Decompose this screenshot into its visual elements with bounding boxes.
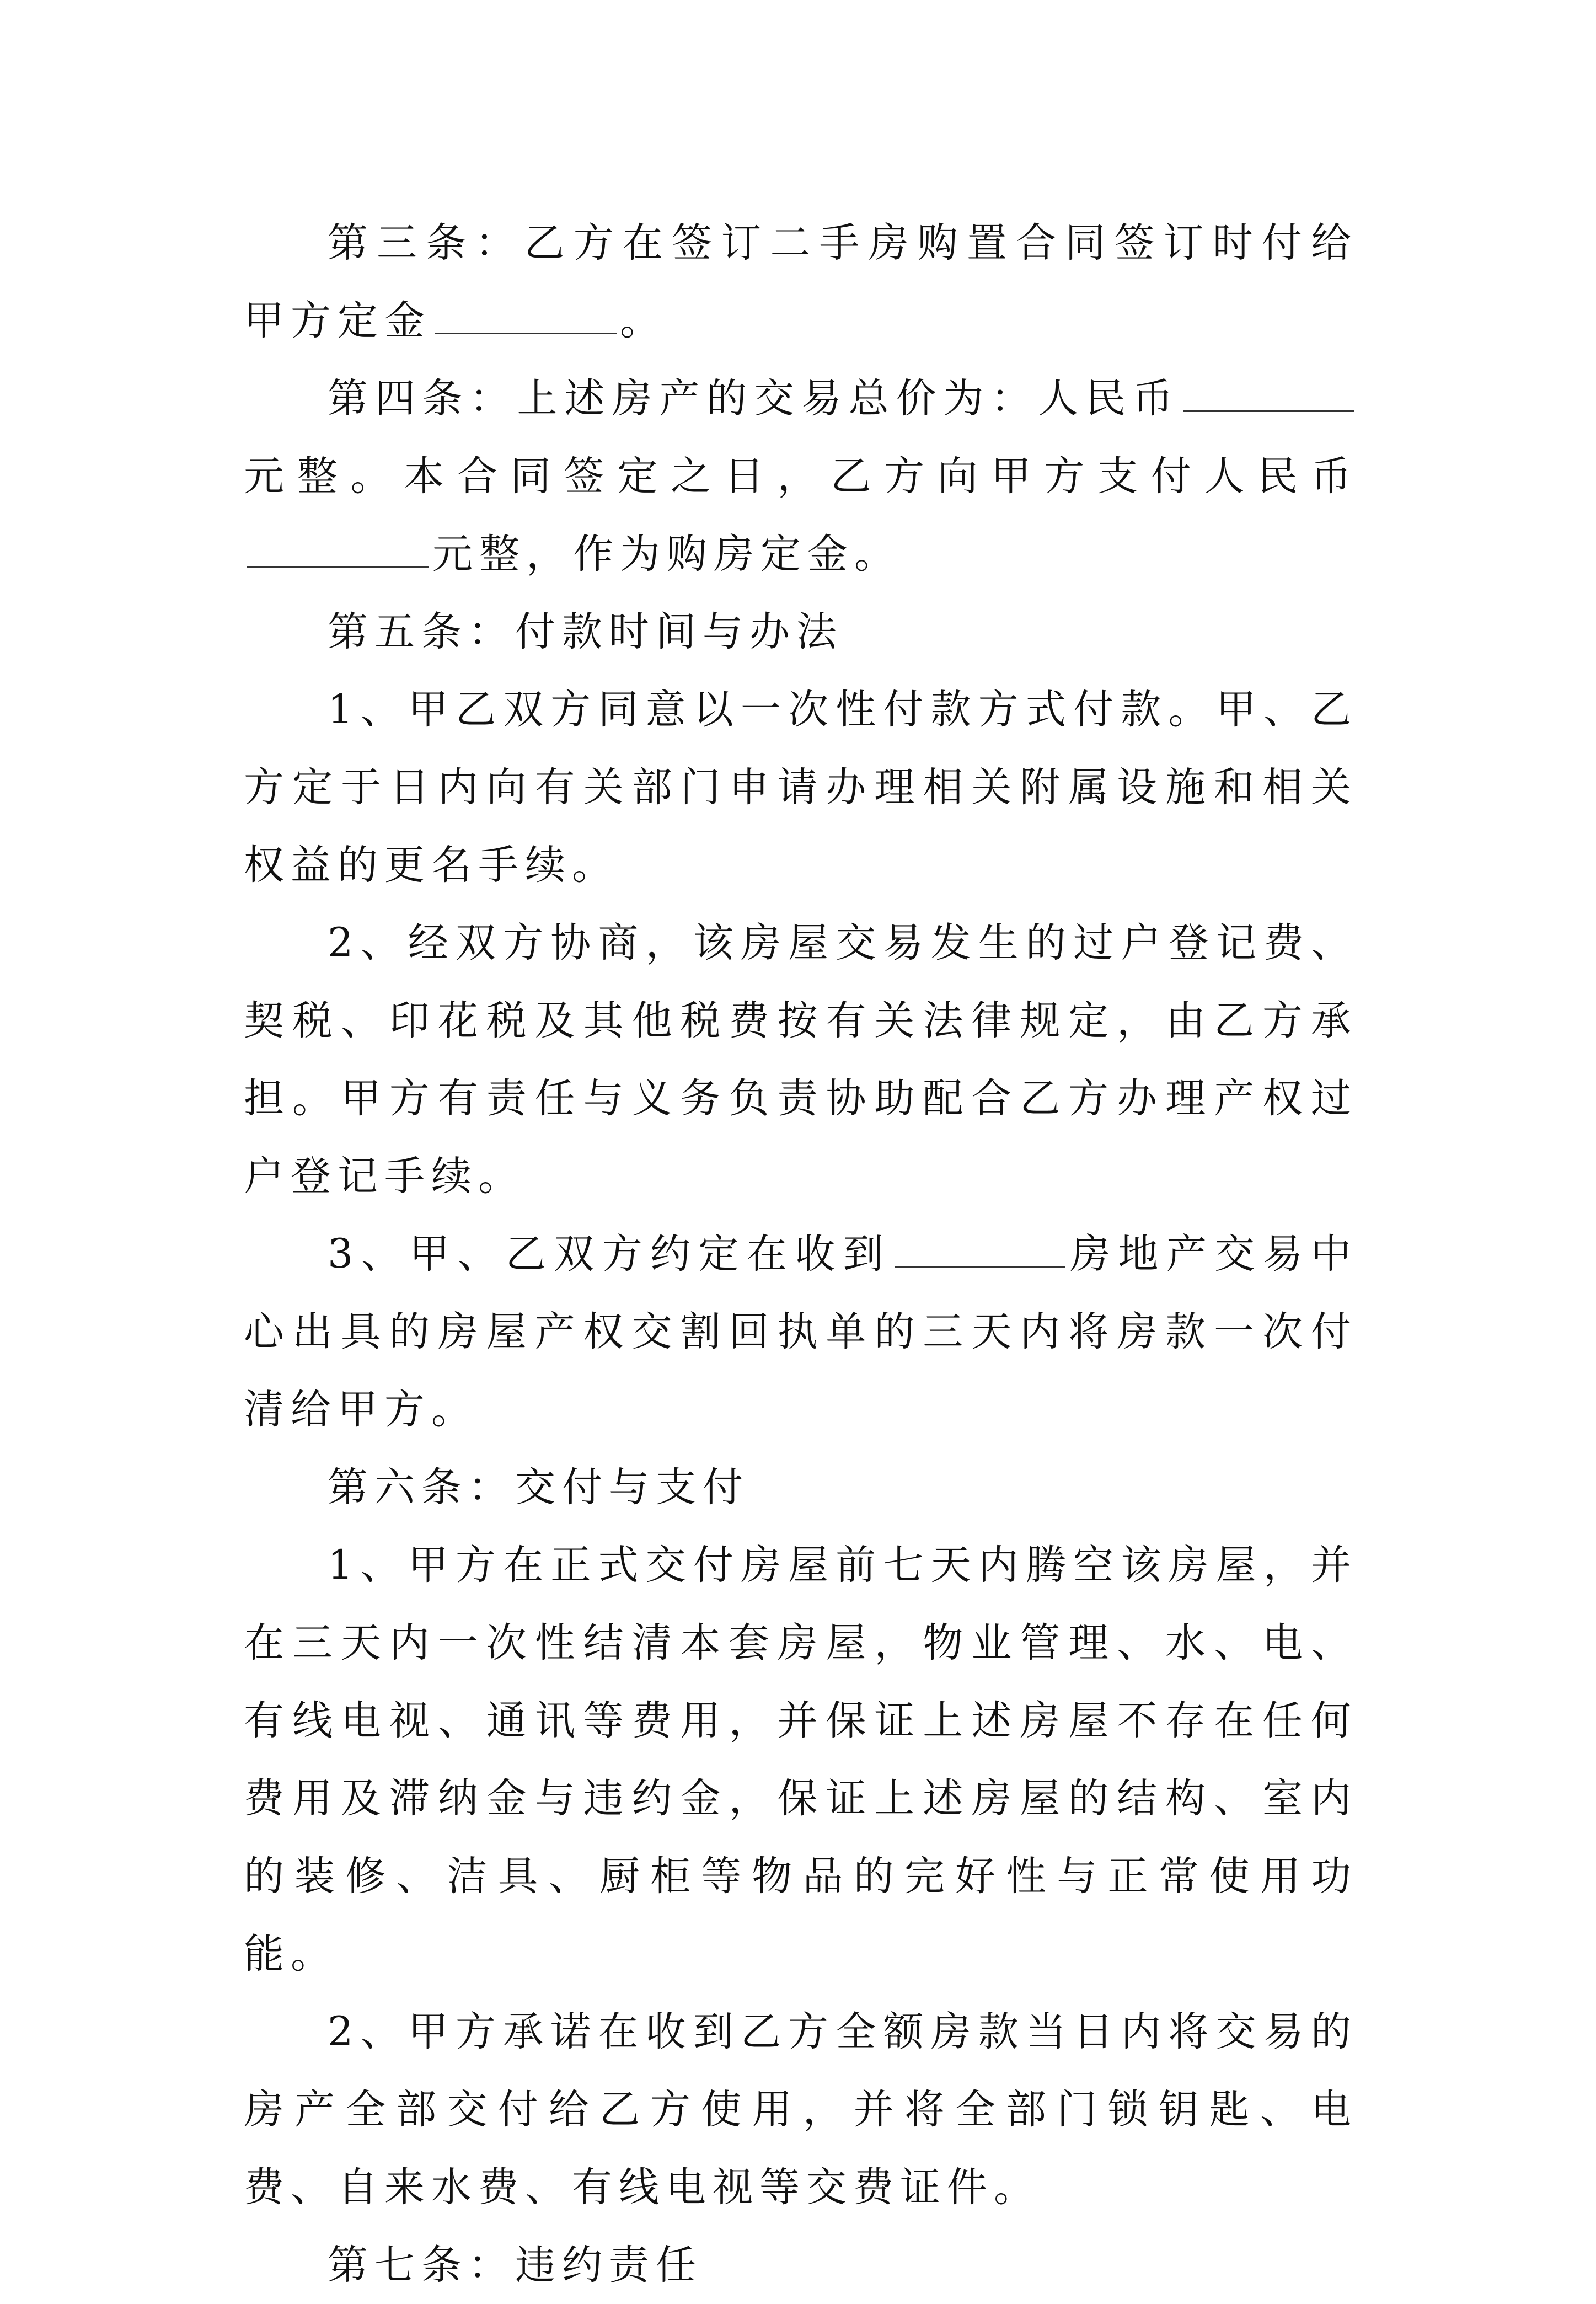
- article-6-item-2: 2、甲方承诺在收到乙方全额房款当日内将交易的房产全部交付给乙方使用，并将全部门锁钥匙、电费、自来水费、有线电视等交费证件。: [244, 2008, 1358, 2211]
- article-4-end: 元整，作为购房定金。: [432, 531, 901, 578]
- total-price-blank: [1183, 375, 1354, 412]
- article-5-item-3-end: 房地产交易中心出具的房屋产权交割回执单的三天内将房款一次付清给甲方。: [244, 1231, 1358, 1433]
- article-4-text: 第四条：上述房产的交易总价为：人民币: [328, 375, 1180, 422]
- article-3-paragraph: [244, 204, 1358, 360]
- receipt-location-blank: [895, 1231, 1065, 1268]
- article-3-end: 。: [620, 297, 667, 344]
- article-5-item-3: [244, 1215, 1358, 1448]
- article-4-middle: 元整。本合同签定之日，乙方向甲方支付人民币: [244, 453, 1358, 500]
- deposit-amount-blank: [435, 297, 617, 334]
- deposit-payment-blank: [247, 531, 429, 568]
- article-5-item-3-text: 3、甲、乙双方约定在收到: [328, 1231, 891, 1277]
- article-3-text: 第三条：乙方在签订二手房购置合同签订时付给甲方定金: [244, 220, 1358, 344]
- article-4-paragraph: [244, 360, 1358, 593]
- document-body: [244, 204, 1358, 2304]
- article-6-heading: 第六条：交付与支付: [328, 1464, 749, 1511]
- article-5-item-2: 2、经双方协商，该房屋交易发生的过户登记费、契税、印花税及其他税费按有关法律规定，由乙方承担。甲方有责任与义务负责协助配合乙方办理产权过户登记手续。: [244, 920, 1358, 1200]
- article-6-item-1: 1、甲方在正式交付房屋前七天内腾空该房屋，并在三天内一次性结清本套房屋，物业管理、水、电、有线电视、通讯等费用，并保证上述房屋不存在任何费用及滞纳金与违约金，保证上述房屋的结构、室内的装修、洁具、厨柜等物品的完好性与正常使用功能。: [244, 1542, 1358, 1977]
- article-5-item-1: 1、甲乙双方同意以一次性付款方式付款。甲、乙方定于日内向有关部门申请办理相关附属设施和相关权益的更名手续。: [244, 686, 1358, 889]
- article-5-heading: 第五条：付款时间与办法: [328, 608, 843, 655]
- article-7-heading: 第七条：违约责任: [328, 2242, 703, 2289]
